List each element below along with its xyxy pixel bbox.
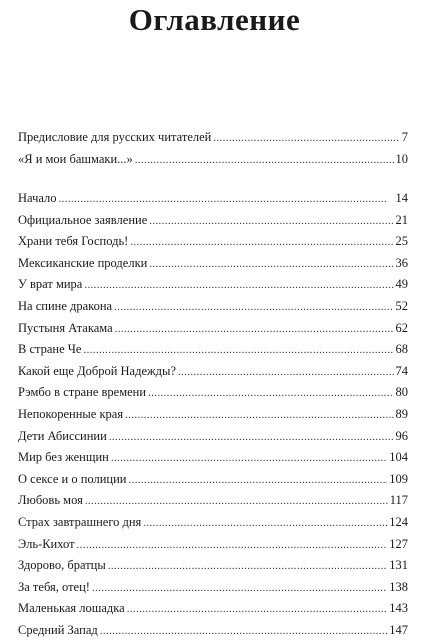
toc-entry-title: Начало	[18, 191, 57, 205]
toc-entry-page: 124	[389, 514, 408, 529]
toc-entry[interactable]	[18, 149, 408, 171]
toc-entry[interactable]	[18, 318, 408, 340]
toc-entry[interactable]	[18, 274, 408, 296]
toc-leader-dots	[149, 254, 393, 276]
toc-leader-dots	[149, 211, 393, 233]
toc-leader-dots	[111, 448, 387, 470]
page-title: Оглавление	[128, 2, 301, 37]
toc-entry-page: 131	[389, 558, 408, 573]
toc-entry-page: 138	[389, 579, 408, 594]
toc-entry-title: «Я и мои башмаки...»	[18, 151, 133, 166]
toc-entry[interactable]	[18, 404, 408, 426]
toc-entry-title: За тебя, отец!	[18, 579, 90, 594]
toc-entry-page: 89	[395, 406, 408, 421]
toc-entry-page: 21	[395, 212, 408, 227]
toc-leader-dots	[85, 491, 388, 513]
toc-entry-page: 14	[395, 191, 408, 205]
toc-entry-title: Мир без женщин	[18, 450, 109, 465]
toc-leader-dots	[109, 427, 394, 449]
toc-leader-dots	[83, 340, 393, 362]
toc-entry-title: Рэмбо в стране времени	[18, 385, 147, 400]
toc-entry-page: 74	[395, 363, 408, 378]
toc-entry-title: Непокоренные края	[18, 406, 124, 421]
toc-entry-title: Здорово, братцы	[18, 558, 106, 573]
toc-leader-dots	[59, 189, 394, 211]
toc-leader-dots	[108, 556, 387, 578]
toc-entry-page: 7	[401, 130, 408, 144]
toc-entry-title: Эль-Кихот	[18, 536, 75, 551]
toc-front-matter	[18, 127, 408, 170]
toc-entry-title: На спине дракона	[18, 298, 113, 313]
toc-entry-title: У врат мира	[18, 277, 83, 292]
toc-entry[interactable]	[18, 469, 408, 491]
toc-leader-dots	[114, 297, 393, 319]
toc-entry[interactable]	[18, 339, 408, 361]
toc-leader-dots	[125, 405, 393, 427]
toc-entry[interactable]	[18, 361, 408, 383]
toc-entry[interactable]	[18, 577, 408, 599]
toc-leader-dots	[213, 128, 399, 150]
toc-entry[interactable]	[18, 253, 408, 275]
toc-entry-page: 49	[395, 277, 408, 292]
toc-entry[interactable]	[18, 426, 408, 448]
toc-entry[interactable]	[18, 447, 408, 469]
toc-entry[interactable]	[18, 231, 408, 253]
toc-entry-title: Страх завтрашнего дня	[18, 514, 142, 529]
toc-entry-page: 10	[395, 151, 408, 166]
toc-entry-page: 68	[395, 342, 408, 357]
toc-entry[interactable]	[18, 620, 408, 642]
toc-entry-title: Предисловие для русских читателей	[18, 130, 212, 144]
toc-leader-dots	[148, 383, 393, 405]
toc-entry-page: 80	[395, 385, 408, 400]
toc-entry[interactable]	[18, 534, 408, 556]
toc-entry-title: Пустыня Атакама	[18, 320, 113, 335]
toc-entry-page: 127	[389, 536, 408, 551]
toc-leader-dots	[178, 362, 394, 384]
toc-entry-title: О сексе и о полиции	[18, 471, 127, 486]
toc-entry[interactable]	[18, 555, 408, 577]
toc-entry[interactable]	[18, 598, 408, 620]
toc-entry-page: 143	[389, 601, 408, 616]
toc-leader-dots	[84, 275, 393, 297]
toc-leader-dots	[130, 232, 393, 254]
toc-entry[interactable]	[18, 512, 408, 534]
toc-leader-dots	[127, 599, 388, 621]
toc-leader-dots	[143, 513, 387, 535]
toc-entry[interactable]	[18, 490, 408, 512]
toc-entry-page: 62	[395, 320, 408, 335]
toc-entry[interactable]	[18, 127, 408, 149]
toc-entry-page: 104	[389, 450, 408, 465]
toc-entry-title: Средний Запад	[18, 622, 98, 637]
toc-entry-page: 36	[395, 255, 408, 270]
toc-leader-dots	[115, 319, 394, 341]
toc-entry-page: 147	[389, 622, 408, 637]
toc-chapters	[18, 188, 408, 641]
toc-leader-dots	[92, 578, 387, 600]
toc-entry-page: 52	[395, 298, 408, 313]
toc-entry-page: 96	[395, 428, 408, 443]
toc-entry-page: 25	[395, 234, 408, 249]
toc-entry-page: 109	[389, 471, 408, 486]
toc-entry-title: Храни тебя Господь!	[18, 234, 129, 249]
toc-entry[interactable]	[18, 210, 408, 232]
toc-entry-title: В стране Че	[18, 342, 82, 357]
toc-entry-title: Дети Абиссинии	[18, 428, 107, 443]
toc-entry-title: Любовь моя	[18, 493, 83, 508]
toc-entry-title: Мексиканские проделки	[18, 255, 148, 270]
toc-leader-dots	[77, 535, 388, 557]
toc-entry[interactable]	[18, 382, 408, 404]
toc-entry-title: Какой еще Доброй Надежды?	[18, 363, 176, 378]
toc-entry-title: Маленькая лошадка	[18, 601, 125, 616]
toc-entry-title: Официальное заявление	[18, 212, 148, 227]
toc-leader-dots	[135, 150, 394, 172]
toc-leader-dots	[129, 470, 388, 492]
toc-entry[interactable]	[18, 296, 408, 318]
toc-entry[interactable]	[18, 188, 408, 210]
toc-entry-page: 117	[389, 493, 408, 508]
